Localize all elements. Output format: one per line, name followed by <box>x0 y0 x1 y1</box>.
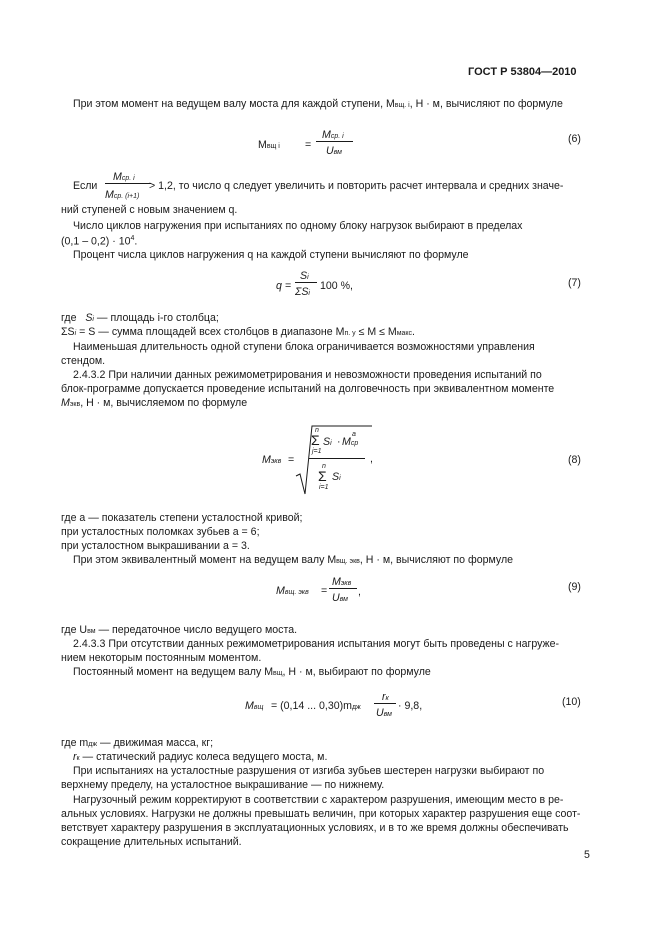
text-line-28: ветствует характеру разрушения в эксплуатационных условиях, и в то же время должны обеспечивать <box>61 822 569 834</box>
text-line-21: Постоянный момент на ведущем валу Mвщ, Н · м, выбирают по формуле <box>73 666 431 678</box>
text-line-20: нием некоторым постоянным моментом. <box>61 652 262 664</box>
text-line-if-tail: > 1,2, то число q следует увеличить и повторить расчет интервала и средних значе- <box>149 180 564 192</box>
text-line-8: ΣSi = S — сумма площадей всех столбцов в диапазоне Mп. у ≤ M ≤ Mмакс. <box>61 326 415 338</box>
formula-number-7: (7) <box>568 277 581 289</box>
page-number: 5 <box>584 849 590 861</box>
doc-header-id: ГОСТ Р 53804—2010 <box>468 66 577 78</box>
text-line-5: $(0,1 - 0,2) \cdot 10^4$. <box>61 235 138 248</box>
formula-number-9: (9) <box>568 581 581 593</box>
text-line-16: при усталостном выкрашивании a = 3. <box>61 540 250 552</box>
text-line-3: ний ступеней с новым значением q. <box>61 204 238 216</box>
text-line-25: верхнему пределу, на усталостное выкрашивание — по нижнему. <box>61 779 385 791</box>
text-line-17: При этом эквивалентный момент на ведущем валу Mвщ. экв, Н · м, вычисляют по формуле <box>73 554 514 566</box>
text-line-12: блок-программе допускается проведение испытаний на долговечность при эквивалентном моменте <box>61 383 555 395</box>
formula-number-6: (6) <box>568 133 581 145</box>
text-line-23: rк — статический радиус колеса ведущего моста, м. <box>73 751 328 763</box>
text-line-26: Нагрузочный режим корректируют в соответствии с характером разрушения, имеющим место в ре- <box>73 794 564 806</box>
text-line-1: При этом момент на ведущем валу моста для каждой ступени, Мвщ. i, Н · м, вычисляют по формуле <box>73 98 563 110</box>
text-line-if: Если <box>73 180 98 192</box>
text-line-6: Процент числа циклов нагружения q на каждой ступени вычисляют по формуле <box>73 249 469 261</box>
formula-number-8: (8) <box>568 454 581 466</box>
text-line-22: где mдж — движимая масса, кг; <box>61 737 214 749</box>
text-line-7: где Si — площадь i-го столбца; <box>61 312 219 324</box>
radical-sign <box>294 424 374 496</box>
text-line-10: стендом. <box>61 355 106 367</box>
formula-number-10: (10) <box>562 696 581 708</box>
text-line-27: альных условиях. Нагрузки не должны превышать величин, при которых характер разрушения еще соот- <box>61 808 581 820</box>
text-line-4: Число циклов нагружения при испытаниях по одному блоку нагрузок выбирают в пределах <box>73 220 523 232</box>
text-line-11: 2.4.3.2 При наличии данных режимометрирования и невозможности проведения испытаний по <box>73 369 542 381</box>
text-line-18: где Uвм — передаточное число ведущего моста. <box>61 624 298 636</box>
text-line-24: При испытаниях на усталостные разрушения от изгиба зубьев шестерен нагрузки выбирают по <box>73 765 545 777</box>
text-line-9: Наименьшая длительность одной ступени блока ограничивается возможностями управления <box>73 341 535 353</box>
document-page: ГОСТ Р 53804—2010 При этом момент на ведущем валу моста для каждой ступени, Мвщ. i, Н · м, вычисляют по формуле Мвщ i = Mср. i Uвм (6) Если Mср. i Mср. (i+1) > 1,2, то число q следует увеличить и повторить расчет интервала и средних значе- ний ступеней с новым значением q. Число циклов нагружения при испытаниях по одному блоку нагрузок выбирают в пределах $(0,1 - 0,2) \cdot 10^4$. Процент числа циклов нагружения q на каждой ступени вычисляют по формуле q = Si ΣSi 100 %, (7) где Si — площадь i-го столбца; ΣSi = S — сумма площадей всех столбцов в диапазоне Mп. у ≤ M ≤ Mмакс. Наименьшая длительность одной ступени блока ограничивается возможностями управления стендом. 2.4.3.2 При наличии данных режимометрирования и невозможности проведения испытаний по блок-программе допускается проведение испытаний на долговечность при эквивалентном моменте Mэкв, Н · м, вычисляемом по формуле Mэкв = n Σ j=1 Si · Mср a n Σ i=1 Si , (8) где a — показатель степени усталостной кривой; при усталостных поломках зубьев a = 6; при усталостном выкрашивании a = 3. При этом эквивалентный момент на ведущем валу Mвщ. экв, Н · м, вычисляют по формуле Mвщ. экв = Mэкв Uвм , (9) где Uвм — передаточное число ведущего моста. 2.4.3.3 При отсутствии данных режимометрирования испытания могут быть проведены с нагруже- нием некоторым постоянным моментом. Постоянный момент на ведущем валу Mвщ, Н · м, выбирают по формуле Mвщ = (0,14 ... 0,30)mдж rк Uвм · 9,8, (10) где mдж — движимая масса, кг; rк — статический радиус колеса ведущего моста, м. При испытаниях на усталостные разрушения от изгиба зубьев шестерен нагрузки выбирают по верхнему пределу, на усталостное выкрашивание — по нижнему. Нагрузочный режим корректируют в соответствии с характером разрушения, имеющим место в ре- альных условиях. Нагрузки не должны превышать величин, при которых характер разрушения еще соот- ветствует характеру разрушения в эксплуатационных условиях, и в то же время должны обеспечивать сокращение длительных испытаний. 5 <box>0 0 661 936</box>
text-line-14: где a — показатель степени усталостной кривой; <box>61 512 303 524</box>
text-line-19: 2.4.3.3 При отсутствии данных режимометрирования испытания могут быть проведены с нагруже- <box>73 638 560 650</box>
text-line-15: при усталостных поломках зубьев a = 6; <box>61 526 260 538</box>
text-line-13: Mэкв, Н · м, вычисляемом по формуле <box>61 397 248 409</box>
text-line-29: сокращение длительных испытаний. <box>61 836 242 848</box>
